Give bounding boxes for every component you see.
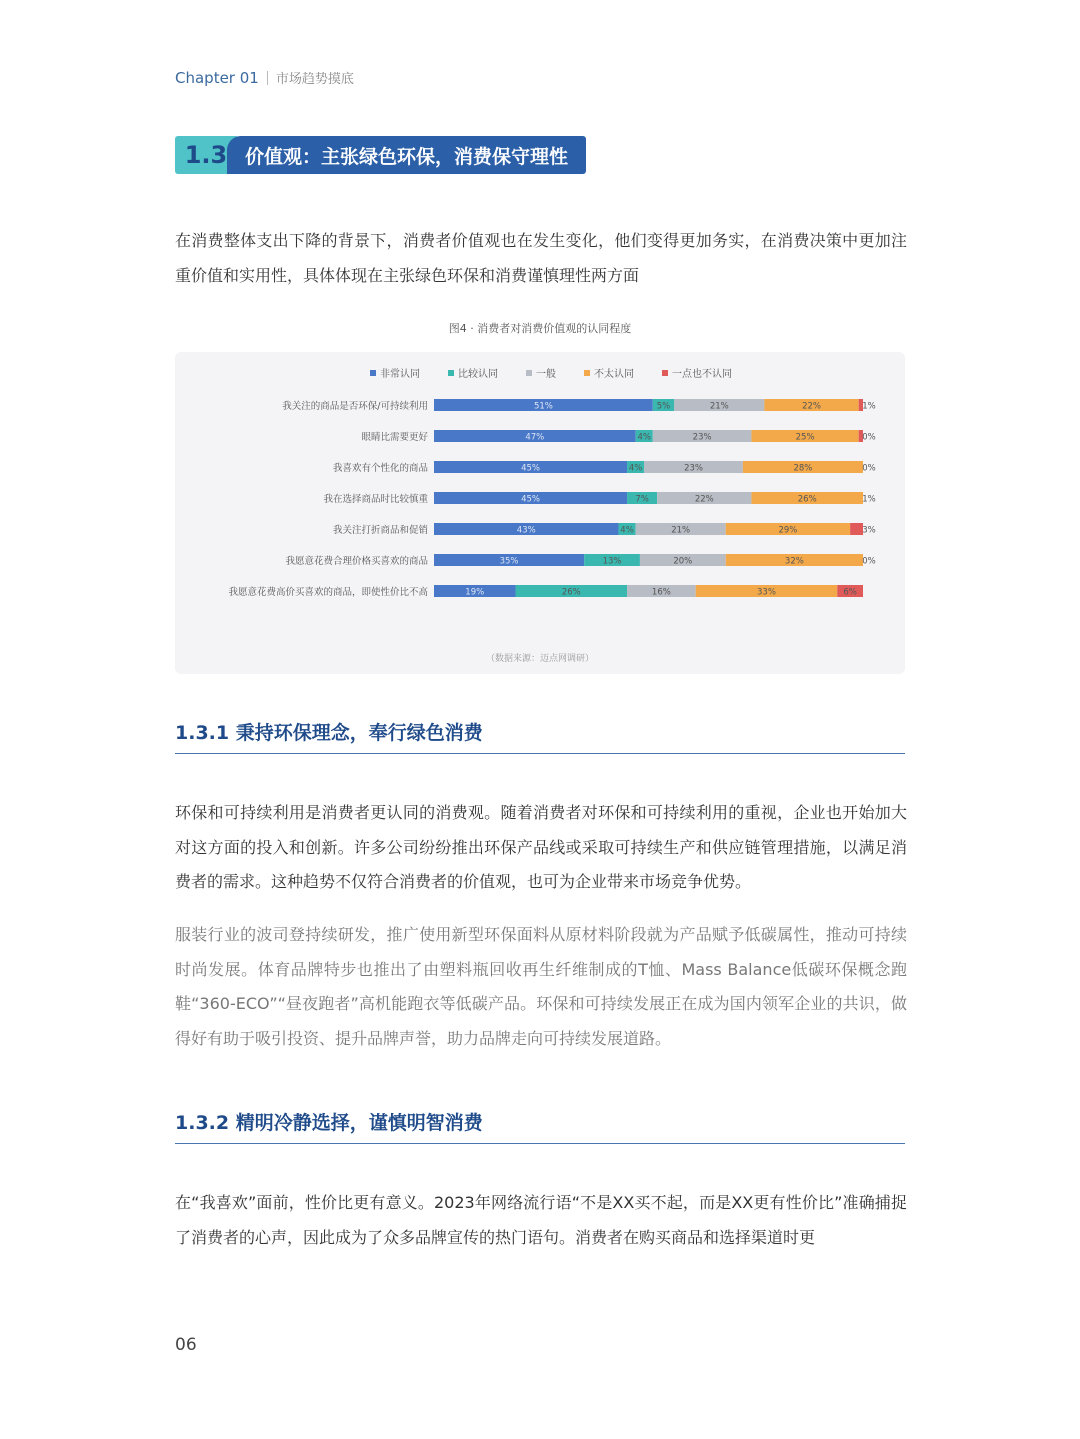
- data-label: 16%: [651, 587, 671, 598]
- data-label: 26%: [561, 587, 581, 598]
- data-label: 23%: [684, 463, 703, 474]
- data-label: 0%: [862, 463, 876, 474]
- subsection-1-paragraph-2: 服装行业的波司登持续研发，推广使用新型环保面料从原材料阶段就为产品赋予低碳属性，推动可持续时尚发展。体育品牌特步也推出了由塑料瓶回收再生纤维制成的T恤、Mass Balance低碳环保概念跑鞋“360-ECO”“昼夜跑者”高机能跑衣等低碳产品。环保和可持续发展正在成为国内领军企业的共识，做得好有助于吸引投资、提升品牌声誉，助力品牌走向可持续发展道路。: [175, 925, 907, 1048]
- data-label: 45%: [521, 463, 540, 474]
- data-label: 0%: [862, 432, 876, 443]
- data-label: 5%: [656, 401, 671, 412]
- page-number: 06: [175, 1335, 197, 1355]
- data-label: 21%: [709, 401, 729, 412]
- data-label: 45%: [521, 494, 540, 505]
- subsection-1-title: 1.3.1 秉持环保理念，奉行绿色消费: [175, 718, 905, 754]
- category-label: 我喜欢有个性化的商品: [332, 463, 428, 474]
- data-label: 51%: [533, 401, 553, 412]
- category-label: 眼睛比需要更好: [361, 432, 428, 443]
- data-label: 6%: [843, 587, 857, 598]
- figure-source: （数据来源：迈点网调研）: [485, 654, 595, 664]
- chapter-section-label: 市场趋势摸底: [275, 72, 354, 87]
- bar-segment: [850, 523, 863, 535]
- legend-label-5: 一点也不认同: [672, 369, 732, 380]
- data-label: 20%: [673, 556, 693, 567]
- data-label: 25%: [795, 432, 815, 443]
- legend-swatch-4: [584, 370, 590, 376]
- legend-label-4: 不太认同: [594, 369, 634, 380]
- data-label: 23%: [692, 432, 712, 443]
- legend-label-2: 比较认同: [458, 369, 498, 380]
- data-label: 35%: [499, 556, 519, 567]
- section-title: 价值观：主张绿色环保，消费保守理性: [227, 136, 586, 174]
- legend-swatch-3: [526, 370, 532, 376]
- data-label: 4%: [637, 432, 651, 443]
- category-label: 我关注打折商品和促销: [332, 525, 428, 536]
- data-label: 29%: [778, 525, 798, 536]
- data-label: 43%: [516, 525, 536, 536]
- subsection-2-paragraph-1: 在“我喜欢”面前，性价比更有意义。2023年网络流行语“不是XX买不起，而是XX更有性价比”准确捕捉了消费者的心声，因此成为了众多品牌宣传的热门语句。消费者在购买商品和选择渠道时更: [175, 1193, 907, 1247]
- data-label: 47%: [525, 432, 545, 443]
- data-label: 7%: [635, 494, 649, 505]
- data-label: 3%: [862, 525, 876, 536]
- data-label: 22%: [802, 401, 821, 412]
- category-label: 我关注的商品是否环保/可持续利用: [282, 401, 428, 412]
- data-label: 21%: [671, 525, 691, 536]
- data-label: 33%: [757, 587, 776, 598]
- legend-label-3: 一般: [536, 369, 556, 380]
- data-label: 13%: [602, 556, 622, 567]
- legend-label-1: 非常认同: [380, 369, 420, 380]
- category-label: 我在选择商品时比较慎重: [323, 494, 428, 505]
- category-label: 我愿意花费高价买喜欢的商品，即使性价比不高: [228, 587, 428, 598]
- data-label: 4%: [620, 525, 634, 536]
- chapter-label: Chapter 01: [175, 68, 259, 87]
- data-label: 19%: [465, 587, 485, 598]
- figure-caption: 图4 · 消费者对消费价值观的认同程度: [448, 322, 632, 335]
- intro-paragraph: 在消费整体支出下降的背景下，消费者价值观也在发生变化，他们变得更加务实，在消费决策中更加注重价值和实用性，具体体现在主张绿色环保和消费谨慎理性两方面: [175, 231, 907, 285]
- data-label: 26%: [797, 494, 817, 505]
- data-label: 4%: [628, 463, 643, 474]
- stacked-bar-chart: [175, 352, 905, 674]
- running-header: [175, 68, 354, 87]
- data-label: 1%: [862, 494, 876, 505]
- data-label: 1%: [862, 401, 876, 412]
- category-label: 我愿意花费合理价格买喜欢的商品: [285, 556, 428, 567]
- chart-canvas: [175, 352, 905, 674]
- data-label: 0%: [862, 556, 876, 567]
- data-label: 28%: [793, 463, 813, 474]
- data-label: 32%: [784, 556, 804, 567]
- legend-swatch-5: [662, 370, 668, 376]
- section-heading: [175, 136, 586, 174]
- legend-swatch-2: [448, 370, 454, 376]
- section-number: 1.3: [175, 136, 237, 174]
- legend-swatch-1: [370, 370, 376, 376]
- header-divider: [267, 71, 268, 85]
- subsection-1-paragraph-1: 环保和可持续利用是消费者更认同的消费观。随着消费者对环保和可持续利用的重视，企业也开始加大对这方面的投入和创新。许多公司纷纷推出环保产品线或采取可持续生产和供应链管理措施，以满足消费者的需求。这种趋势不仅符合消费者的价值观，也可为企业带来市场竞争优势。: [175, 803, 907, 891]
- subsection-2-title: 1.3.2 精明冷静选择，谨慎明智消费: [175, 1108, 905, 1144]
- data-label: 22%: [694, 494, 714, 505]
